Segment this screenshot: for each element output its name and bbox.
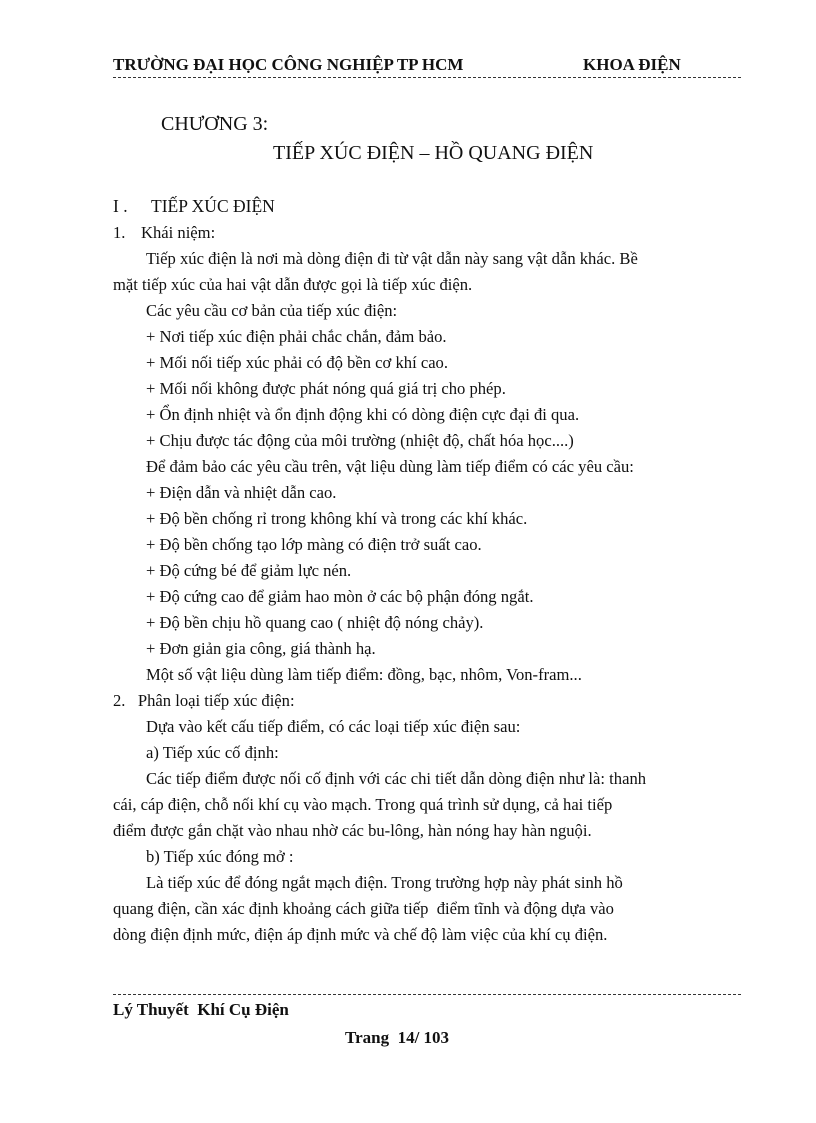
body-line: Một số vật liệu dùng làm tiếp điểm: đồng, bạc, nhôm, Von-fram... [146,665,582,684]
body-line: Là tiếp xúc để đóng ngắt mạch điện. Trong trường hợp này phát sinh hồ [146,873,623,892]
item-heading: b) Tiếp xúc đóng mở : [146,847,294,866]
footer-divider [113,994,741,995]
section-heading: TIẾP XÚC ĐIỆN [151,196,275,216]
list-item: + Độ bền chống tạo lớp màng có điện trở suất cao. [146,535,482,554]
list-item: + Độ cứng cao để giảm hao mòn ở các bộ phận đóng ngắt. [146,587,534,606]
header-school: TRƯỜNG ĐẠI HỌC CÔNG NGHIỆP TP HCM [113,55,464,74]
footer-book-title: Lý Thuyết Khí Cụ Điện [113,1000,289,1019]
list-item: + Độ cứng bé để giảm lực nén. [146,561,352,580]
body-line: điểm được gắn chặt vào nhau nhờ các bu-lông, hàn nóng hay hàn nguội. [113,821,592,840]
page-number: Trang 14/ 103 [345,1028,450,1047]
list-item: + Mối nối tiếp xúc phải có độ bền cơ khí cao. [146,353,449,372]
list-item: + Chịu được tác động của môi trường (nhiệt độ, chất hóa học....) [146,431,574,450]
list-item: + Đơn giản gia công, giá thành hạ. [146,639,376,658]
list-item: + Mối nối không được phát nóng quá giá trị cho phép. [146,379,506,398]
list-item: + Độ bền chống rỉ trong không khí và trong các khí khác. [146,509,528,528]
chapter-title: TIẾP XÚC ĐIỆN – HỒ QUANG ĐIỆN [273,142,594,164]
header-faculty: KHOA ĐIỆN [583,55,681,74]
body-line: dòng điện định mức, điện áp định mức và chế độ làm việc của khí cụ điện. [113,925,608,944]
section-numeral: I . [113,196,128,216]
chapter-number: CHƯƠNG 3: [161,113,269,135]
body-line: Các yêu cầu cơ bản của tiếp xúc điện: [146,301,398,320]
list-item: + Nơi tiếp xúc điện phải chắc chắn, đảm bảo. [146,327,447,346]
subsection-heading: 2. Phân loại tiếp xúc điện: [113,691,295,710]
item-heading: a) Tiếp xúc cố định: [146,743,279,762]
body-line: cái, cáp điện, chỗ nối khí cụ vào mạch. Trong quá trình sử dụng, cả hai tiếp [113,795,613,814]
body-line: Các tiếp điểm được nối cố định với các chi tiết dẫn dòng điện như là: thanh [146,769,647,788]
header-divider [113,77,741,78]
body-line: Dựa vào kết cấu tiếp điểm, có các loại tiếp xúc điện sau: [146,717,521,736]
list-item: + Điện dẫn và nhiệt dẫn cao. [146,483,337,502]
body-line: quang điện, cần xác định khoảng cách giữa tiếp điểm tĩnh và động dựa vào [113,899,614,918]
body-line: Để đảm bảo các yêu cầu trên, vật liệu dùng làm tiếp điểm có các yêu cầu: [146,457,634,476]
list-item: + Ổn định nhiệt và ổn định động khi có dòng điện cực đại đi qua. [146,405,580,424]
body-line: Tiếp xúc điện là nơi mà dòng điện đi từ vật dẫn này sang vật dẫn khác. Bề [146,249,638,268]
subsection-title: Khái niệm: [141,223,216,242]
subsection-number: 1. [113,223,126,242]
body-line: mặt tiếp xúc của hai vật dẫn được gọi là tiếp xúc điện. [113,275,473,294]
list-item: + Độ bền chịu hồ quang cao ( nhiệt độ nóng chảy). [146,613,484,632]
